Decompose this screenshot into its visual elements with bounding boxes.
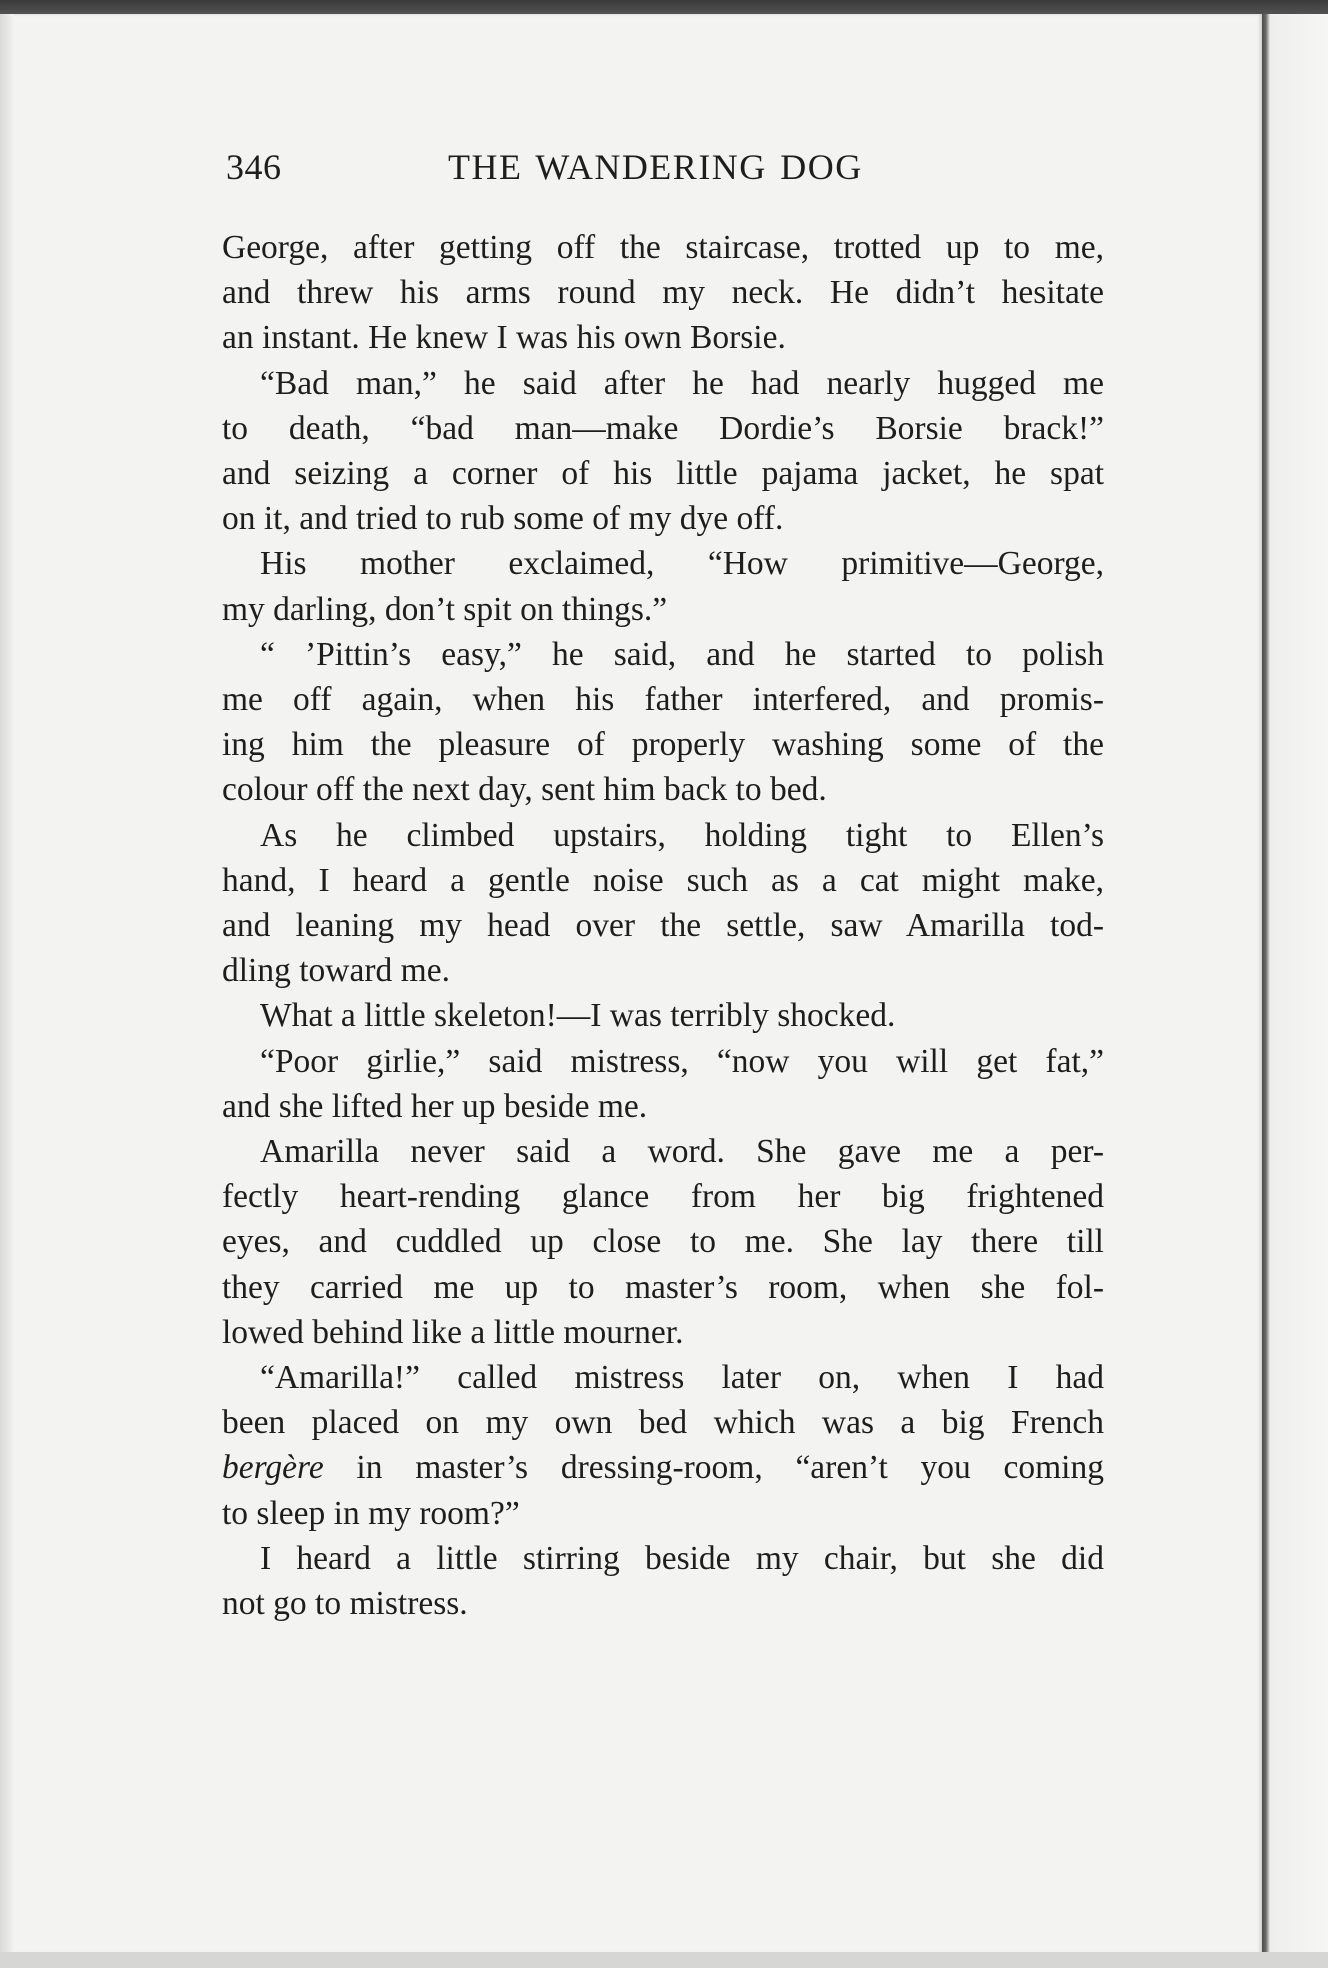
- text-line-italic: [222, 1445, 1104, 1490]
- text-line: to sleep in my room?”: [222, 1494, 520, 1532]
- text-line: hand, I heard a gentle noise such as a cat might make,: [222, 861, 1104, 899]
- page-header: [226, 146, 1106, 196]
- text-line: they carried me up to master’s room, when she fol-: [222, 1268, 1104, 1306]
- paragraph: [222, 361, 1104, 542]
- page-number: 346: [226, 147, 282, 187]
- paragraph: [222, 993, 1104, 1038]
- text-line: As he climbed upstairs, holding tight to Ellen’s: [260, 816, 1104, 854]
- text-line: “Poor girlie,” said mistress, “now you will get fat,”: [260, 1042, 1104, 1080]
- paragraph: [222, 1039, 1104, 1129]
- text-line: fectly heart-rending glance from her big frightened: [222, 1178, 1104, 1216]
- text-line: eyes, and cuddled up close to me. She lay there till: [222, 1223, 1104, 1261]
- text-line: colour off the next day, sent him back to bed.: [222, 771, 827, 809]
- text-line: my darling, don’t spit on things.”: [222, 590, 668, 628]
- text-fragment: in master’s dressing-room, “aren’t you coming: [323, 1449, 1104, 1487]
- body-text: [222, 225, 1104, 1626]
- italic-word: bergère: [222, 1449, 324, 1487]
- text-line: What a little skeleton!—I was terribly shocked.: [260, 997, 896, 1035]
- text-line: not go to mistress.: [222, 1585, 468, 1623]
- text-line: and she lifted her up beside me.: [222, 1087, 648, 1125]
- text-line: Amarilla never said a word. She gave me a per-: [260, 1133, 1104, 1171]
- text-line: dling toward me.: [222, 952, 450, 990]
- text-line: an instant. He knew I was his own Borsie.: [222, 319, 786, 357]
- scan-bottom-edge: [0, 1952, 1328, 1968]
- text-line: “Bad man,” he said after he had nearly hugged me: [260, 364, 1104, 402]
- text-line: been placed on my own bed which was a big French: [222, 1404, 1104, 1442]
- paragraph: [222, 632, 1104, 813]
- paragraph: [222, 541, 1104, 631]
- paragraph: [222, 1536, 1104, 1626]
- text-line: George, after getting off the staircase, trotted up to me,: [222, 229, 1104, 266]
- paragraph: [222, 225, 1104, 361]
- page-gutter: [1262, 14, 1328, 1954]
- text-line: and seizing a corner of his little pajama jacket, he spat: [222, 455, 1104, 493]
- text-line: to death, “bad man—make Dordie’s Borsie brack!”: [222, 409, 1104, 447]
- text-line: ing him the pleasure of properly washing some of the: [222, 726, 1104, 764]
- paragraph: [222, 1355, 1104, 1536]
- text-line: me off again, when his father interfered, and promis-: [222, 681, 1104, 719]
- text-line: I heard a little stirring beside my chair, but she did: [260, 1539, 1104, 1577]
- text-line: “Amarilla!” called mistress later on, when I had: [260, 1359, 1104, 1397]
- text-line: His mother exclaimed, “How primitive—George,: [260, 545, 1104, 583]
- text-line: lowed behind like a little mourner.: [222, 1313, 684, 1351]
- running-title: THE WANDERING DOG: [448, 147, 863, 187]
- text-line: and leaning my head over the settle, saw Amarilla tod-: [222, 907, 1104, 945]
- paragraph: [222, 1129, 1104, 1355]
- text-line: and threw his arms round my neck. He didn’t hesitate: [222, 274, 1104, 312]
- paragraph: [222, 813, 1104, 994]
- text-line: “ ’Pittin’s easy,” he said, and he started to polish: [260, 635, 1104, 673]
- text-line: on it, and tried to rub some of my dye off.: [222, 500, 784, 538]
